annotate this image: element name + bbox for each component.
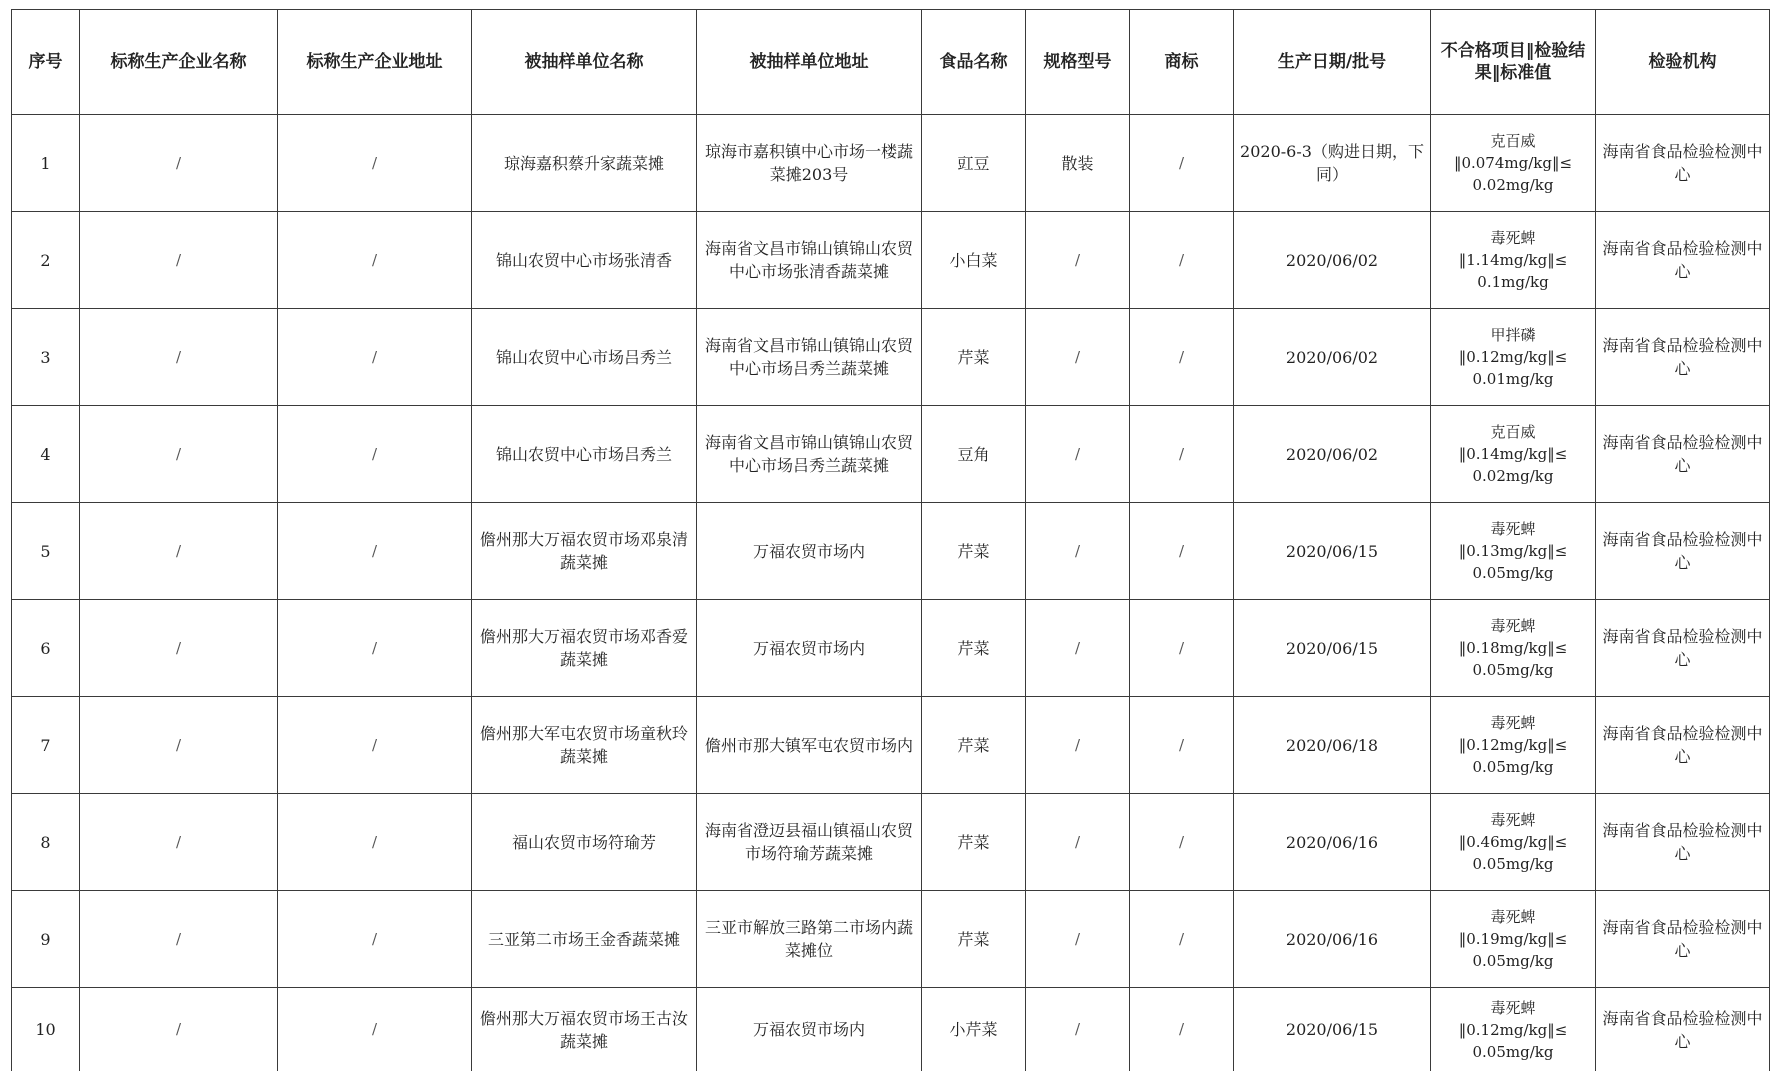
header-row: [12, 10, 1770, 115]
cell-no: 1: [12, 115, 80, 212]
result-line: 毒死蜱: [1490, 229, 1536, 247]
cell-inspection-lab: 海南省食品检验检测中心: [1596, 115, 1770, 212]
cell-sampled-unit: 福山农贸市场符瑜芳: [472, 794, 697, 891]
cell-brand: /: [1130, 309, 1234, 406]
cell-spec: /: [1026, 697, 1130, 794]
result-line: 0.01mg/kg: [1472, 370, 1554, 388]
result-line: 0.05mg/kg: [1472, 661, 1554, 679]
cell-maker-address: /: [278, 988, 472, 1072]
result-line: ‖0.12mg/kg‖≤: [1458, 1020, 1568, 1039]
cell-sampled-unit-address: 儋州市那大镇军屯农贸市场内: [697, 697, 922, 794]
cell-inspection-lab: 海南省食品检验检测中心: [1596, 794, 1770, 891]
table-row: [12, 406, 1770, 503]
cell-production-date: 2020/06/02: [1234, 309, 1431, 406]
cell-spec: /: [1026, 891, 1130, 988]
cell-maker: /: [80, 212, 278, 309]
cell-nonconforming-result: [1431, 309, 1596, 406]
cell-sampled-unit: 锦山农贸中心市场吕秀兰: [472, 309, 697, 406]
cell-no: 3: [12, 309, 80, 406]
cell-maker: /: [80, 697, 278, 794]
cell-inspection-lab: 海南省食品检验检测中心: [1596, 503, 1770, 600]
cell-nonconforming-result: [1431, 212, 1596, 309]
cell-maker-address: /: [278, 503, 472, 600]
table-row: [12, 891, 1770, 988]
result-line: ‖0.12mg/kg‖≤: [1458, 736, 1568, 754]
table-row: [12, 212, 1770, 309]
cell-food-name: 芹菜: [922, 697, 1026, 794]
cell-production-date: 2020/06/18: [1234, 697, 1431, 794]
header-cell: 标称生产企业地址: [278, 10, 472, 115]
result-line: ‖0.46mg/kg‖≤: [1458, 833, 1568, 851]
cell-maker-address: /: [278, 406, 472, 503]
cell-sampled-unit-address: 海南省文昌市锦山镇锦山农贸中心市场吕秀兰蔬菜摊: [697, 406, 922, 503]
cell-sampled-unit: 儋州那大万福农贸市场邓泉清蔬菜摊: [472, 503, 697, 600]
cell-brand: /: [1130, 891, 1234, 988]
cell-sampled-unit: 儋州那大军屯农贸市场童秋玲蔬菜摊: [472, 697, 697, 794]
cell-sampled-unit-address: 琼海市嘉积镇中心市场一楼蔬菜摊203号: [697, 115, 922, 212]
header-cell: 被抽样单位名称: [472, 10, 697, 115]
result-line: ‖0.19mg/kg‖≤: [1458, 930, 1568, 948]
cell-production-date: 2020/06/16: [1234, 794, 1431, 891]
cell-production-date: 2020/06/16: [1234, 891, 1431, 988]
cell-maker: /: [80, 503, 278, 600]
cell-brand: /: [1130, 697, 1234, 794]
result-line: 甲拌磷: [1490, 326, 1536, 344]
cell-spec: /: [1026, 794, 1130, 891]
table-row: [12, 600, 1770, 697]
cell-food-name: 芹菜: [922, 794, 1026, 891]
cell-nonconforming-result: [1431, 891, 1596, 988]
cell-no: 4: [12, 406, 80, 503]
cell-inspection-lab: 海南省食品检验检测中心: [1596, 988, 1770, 1072]
cell-sampled-unit: 儋州那大万福农贸市场邓香爱蔬菜摊: [472, 600, 697, 697]
cell-sampled-unit-address: 万福农贸市场内: [697, 600, 922, 697]
cell-food-name: 芹菜: [922, 600, 1026, 697]
cell-inspection-lab: 海南省食品检验检测中心: [1596, 697, 1770, 794]
cell-inspection-lab: 海南省食品检验检测中心: [1596, 600, 1770, 697]
result-line: 毒死蜱: [1490, 617, 1536, 635]
cell-production-date: 2020/06/02: [1234, 406, 1431, 503]
result-line: 0.02mg/kg: [1472, 467, 1554, 485]
result-line: ‖1.14mg/kg‖≤: [1458, 251, 1568, 269]
cell-no: 2: [12, 212, 80, 309]
result-line: ‖0.13mg/kg‖≤: [1458, 542, 1568, 560]
cell-brand: /: [1130, 794, 1234, 891]
result-line: 0.1mg/kg: [1477, 273, 1549, 291]
cell-maker-address: /: [278, 697, 472, 794]
cell-food-name: 豆角: [922, 406, 1026, 503]
cell-no: 8: [12, 794, 80, 891]
result-line: 毒死蜱: [1490, 520, 1536, 538]
cell-inspection-lab: 海南省食品检验检测中心: [1596, 406, 1770, 503]
cell-maker: /: [80, 891, 278, 988]
cell-brand: /: [1130, 988, 1234, 1072]
cell-production-date: 2020-6-3（购进日期，下同）: [1234, 115, 1431, 212]
header-cell: 不合格项目‖检验结果‖标准值: [1431, 10, 1596, 115]
cell-sampled-unit: 锦山农贸中心市场吕秀兰: [472, 406, 697, 503]
result-line: 克百威: [1490, 423, 1536, 441]
cell-brand: /: [1130, 212, 1234, 309]
cell-nonconforming-result: [1431, 406, 1596, 503]
cell-maker-address: /: [278, 212, 472, 309]
table-row: [12, 794, 1770, 891]
result-line: 毒死蜱: [1490, 811, 1536, 829]
table-body: [12, 115, 1770, 1072]
cell-food-name: 豇豆: [922, 115, 1026, 212]
cell-no: 5: [12, 503, 80, 600]
cell-maker-address: /: [278, 600, 472, 697]
cell-production-date: 2020/06/15: [1234, 600, 1431, 697]
result-line: 0.05mg/kg: [1472, 758, 1554, 776]
cell-nonconforming-result: [1431, 115, 1596, 212]
cell-spec: /: [1026, 503, 1130, 600]
result-line: 克百威: [1490, 132, 1536, 150]
header-cell: 食品名称: [922, 10, 1026, 115]
cell-production-date: 2020/06/02: [1234, 212, 1431, 309]
cell-sampled-unit-address: 海南省澄迈县福山镇福山农贸市场符瑜芳蔬菜摊: [697, 794, 922, 891]
cell-maker: /: [80, 115, 278, 212]
cell-sampled-unit: 儋州那大万福农贸市场王古汝蔬菜摊: [472, 988, 697, 1072]
cell-spec: 散装: [1026, 115, 1130, 212]
result-line: 0.05mg/kg: [1472, 855, 1554, 873]
cell-maker: /: [80, 600, 278, 697]
result-line: 毒死蜱: [1490, 714, 1536, 732]
cell-inspection-lab: 海南省食品检验检测中心: [1596, 309, 1770, 406]
cell-no: 7: [12, 697, 80, 794]
cell-production-date: 2020/06/15: [1234, 503, 1431, 600]
cell-maker: /: [80, 794, 278, 891]
result-line: 0.05mg/kg: [1472, 952, 1554, 970]
cell-food-name: 小白菜: [922, 212, 1026, 309]
cell-maker-address: /: [278, 891, 472, 988]
cell-nonconforming-result: [1431, 503, 1596, 600]
cell-maker: /: [80, 309, 278, 406]
result-line: ‖0.18mg/kg‖≤: [1458, 639, 1568, 657]
cell-spec: /: [1026, 309, 1130, 406]
cell-sampled-unit: 锦山农贸中心市场张清香: [472, 212, 697, 309]
cell-sampled-unit: 琼海嘉积蔡升家蔬菜摊: [472, 115, 697, 212]
result-line: 毒死蜱: [1490, 998, 1536, 1017]
result-line: ‖0.12mg/kg‖≤: [1458, 348, 1568, 366]
cell-food-name: 芹菜: [922, 503, 1026, 600]
cell-sampled-unit-address: 海南省文昌市锦山镇锦山农贸中心市场吕秀兰蔬菜摊: [697, 309, 922, 406]
cell-maker: /: [80, 406, 278, 503]
table-row: [12, 115, 1770, 212]
cell-sampled-unit: 三亚第二市场王金香蔬菜摊: [472, 891, 697, 988]
result-line: 0.05mg/kg: [1472, 564, 1554, 582]
header-cell: 被抽样单位地址: [697, 10, 922, 115]
result-line: ‖0.14mg/kg‖≤: [1458, 445, 1568, 463]
table-row: [12, 988, 1770, 1072]
result-line: 0.02mg/kg: [1472, 176, 1554, 194]
cell-brand: /: [1130, 406, 1234, 503]
cell-sampled-unit-address: 海南省文昌市锦山镇锦山农贸中心市场张清香蔬菜摊: [697, 212, 922, 309]
cell-brand: /: [1130, 115, 1234, 212]
table-row: [12, 503, 1770, 600]
cell-maker-address: /: [278, 309, 472, 406]
header-cell: 标称生产企业名称: [80, 10, 278, 115]
cell-brand: /: [1130, 600, 1234, 697]
cell-sampled-unit-address: 万福农贸市场内: [697, 503, 922, 600]
cell-production-date: 2020/06/15: [1234, 988, 1431, 1072]
cell-inspection-lab: 海南省食品检验检测中心: [1596, 212, 1770, 309]
result-line: ‖0.074mg/kg‖≤: [1453, 154, 1573, 172]
cell-spec: /: [1026, 600, 1130, 697]
cell-spec: /: [1026, 988, 1130, 1072]
cell-nonconforming-result: [1431, 988, 1596, 1072]
result-line: 0.05mg/kg: [1472, 1042, 1554, 1061]
header-cell: 生产日期/批号: [1234, 10, 1431, 115]
cell-inspection-lab: 海南省食品检验检测中心: [1596, 891, 1770, 988]
cell-food-name: 小芹菜: [922, 988, 1026, 1072]
cell-sampled-unit-address: 三亚市解放三路第二市场内蔬菜摊位: [697, 891, 922, 988]
cell-nonconforming-result: [1431, 794, 1596, 891]
cell-maker-address: /: [278, 115, 472, 212]
cell-spec: /: [1026, 212, 1130, 309]
cell-food-name: 芹菜: [922, 891, 1026, 988]
inspection-results-table: [11, 9, 1770, 1071]
cell-brand: /: [1130, 503, 1234, 600]
cell-food-name: 芹菜: [922, 309, 1026, 406]
header-cell: 商标: [1130, 10, 1234, 115]
cell-maker: /: [80, 988, 278, 1072]
cell-no: 9: [12, 891, 80, 988]
cell-spec: /: [1026, 406, 1130, 503]
cell-nonconforming-result: [1431, 697, 1596, 794]
cell-sampled-unit-address: 万福农贸市场内: [697, 988, 922, 1072]
header-cell: 规格型号: [1026, 10, 1130, 115]
header-cell: 序号: [12, 10, 80, 115]
cell-maker-address: /: [278, 794, 472, 891]
result-line: 毒死蜱: [1490, 908, 1536, 926]
cell-no: 10: [12, 988, 80, 1072]
table-row: [12, 309, 1770, 406]
cell-nonconforming-result: [1431, 600, 1596, 697]
table-row: [12, 697, 1770, 794]
header-cell: 检验机构: [1596, 10, 1770, 115]
cell-no: 6: [12, 600, 80, 697]
